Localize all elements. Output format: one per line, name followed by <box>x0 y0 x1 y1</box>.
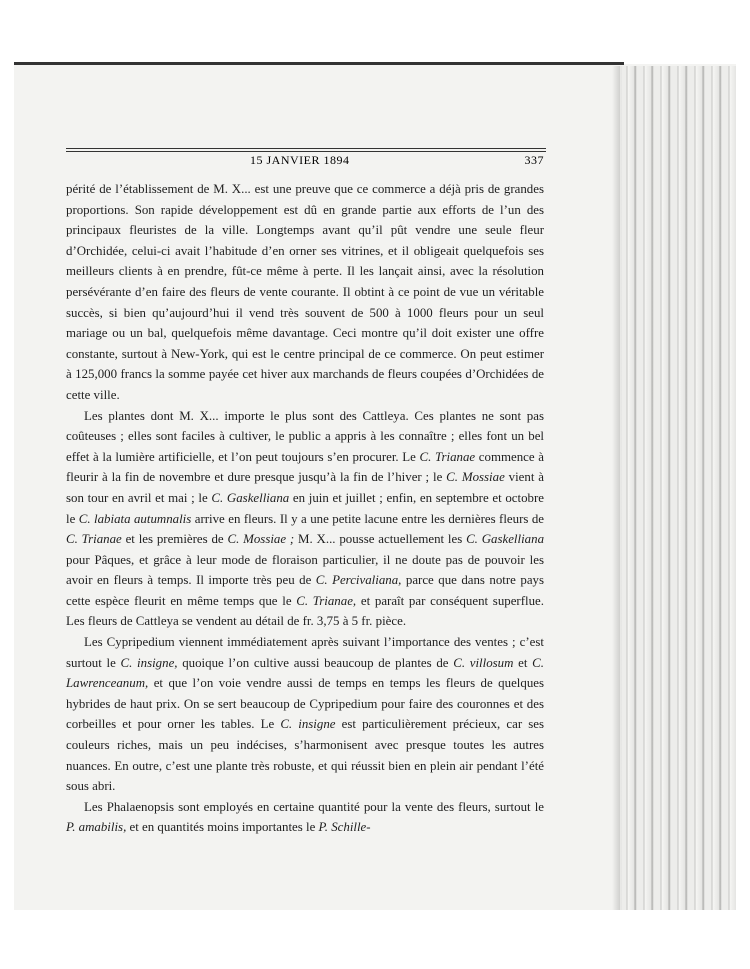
species-name: C. Trianae, <box>296 593 357 608</box>
body-text <box>66 179 544 838</box>
running-header <box>66 153 546 171</box>
text-run: vient à son tour en avril et mai ; le <box>66 470 544 505</box>
page-number: 337 <box>524 153 544 167</box>
text-run: quoique l’on cultive aussi beaucoup de plantes de <box>177 655 454 670</box>
text-run: et paraît par conséquent superflue. Les fleurs de Cattleya se vendent au détail de fr. 3,75 à 5 fr. pièce. <box>66 593 544 629</box>
species-name: C. Lawrenceanum, <box>66 655 544 691</box>
species-name: C. Percivaliana, <box>315 573 402 588</box>
species-name: C. Mossiae ; <box>227 532 295 547</box>
text-run: commence à fleurir à la fin de novembre et dure presque jusqu’à la fin de l’hiver ; le <box>66 449 544 485</box>
text-run: Les plantes dont M. X... importe le plus sont des Cattleya. Ces plantes ne sont pas coûteuses ; elles sont faciles à cultiver, le public a appris à les connaître ; elles font un bel effet à la lumière artificielle, et l’on peut toujours s’en procurer. Le <box>66 408 544 464</box>
species-name: C. insigne <box>280 717 336 732</box>
species-name: P. Schille- <box>318 820 371 835</box>
text-run: pour Pâques, et grâce à leur mode de floraison particulier, il ne doute pas de pouvoir les avoir en fleurs à temps. Il importe très peu de <box>66 552 544 588</box>
text-run: et les premières de <box>121 532 228 547</box>
text-run: M. X... pousse actuellement les <box>294 532 467 547</box>
species-name: C. Gaskelliana <box>466 532 545 547</box>
header-rule <box>66 148 546 149</box>
text-run: est particulièrement précieux, car ses couleurs riches, mais un peu indécises, s’harmonisent avec presque toutes les autres nuances. En outre, c’est une plante très robuste, et qui réussit bien en plein air pendant l’été sous abri. <box>66 717 544 794</box>
text-run: parce que dans notre pays cette espèce fleurit en même temps que le <box>66 573 545 608</box>
header-rule-second <box>66 151 546 152</box>
species-name: C. insigne, <box>120 655 178 670</box>
species-name: C. Gaskelliana <box>211 490 290 505</box>
text-run: en juin et juillet ; enfin, en septembre et octobre le <box>66 490 544 526</box>
paragraph-2 <box>66 406 544 633</box>
paragraph-4 <box>66 797 544 838</box>
book-page-edges <box>620 66 736 910</box>
paragraph-1 <box>66 179 544 406</box>
text-run: et que l’on voie vendre aussi de temps en temps les fleurs de quelques hybrides de haut prix. On se sert beaucoup de Cypripedium pour faire des couronnes et des corbeilles et pour orner les tables. Le <box>66 676 544 732</box>
species-name: C. Mossiae <box>446 470 505 485</box>
text-run: périté de l’établissement de M. X... est une preuve que ce commerce a déjà pris de grandes proportions. Son rapide développement est dû en grande partie aux efforts de l’un des principaux fleuristes de la ville. Longtemps avant qu’il pût vendre une seule fleur d’Orchidée, celui-ci avait l’habitude d’en orner ses vitrines, et il obligeait quelquefois ses meilleurs clients à en prendre, fût-ce même à perte. Il les lançait ainsi, avec la résolution persévérante d’en faire des fleurs de vente courante. Il obtint à ce point de vue un véritable succès, si bien qu’aujourd’hui il vend très souvent de 500 à 1000 fleurs pour un seul mariage ou un bal, quelquefois même davantage. Ceci montre qu’il doit exister une offre constante, surtout à New-York, qui est le centre principal de ce commerce. On peut estimer à 125,000 francs la somme payée cet hiver aux marchands de fleurs coupées d’Orchidées de cette ville. <box>66 182 544 402</box>
text-run: Les Cypripedium viennent immédiatement après suivant l’importance des ventes ; c’est surtout le <box>66 635 544 670</box>
text-run: et <box>513 655 533 670</box>
text-run: Les Phalaenopsis sont employés en certaine quantité pour la vente des fleurs, surtout le <box>84 799 544 814</box>
header-date: 15 JANVIER 1894 <box>250 153 350 167</box>
species-name: P. amabilis, <box>66 820 127 835</box>
species-name: C. Trianae <box>66 532 122 547</box>
species-name: C. Trianae <box>419 449 476 464</box>
paragraph-3 <box>66 632 544 797</box>
scan-top-edge <box>14 62 624 65</box>
text-run: et en quantités moins importantes le <box>126 820 319 835</box>
species-name: C. labiata autumnalis <box>78 511 192 526</box>
species-name: C. villosum <box>453 655 514 670</box>
text-run: arrive en fleurs. Il y a une petite lacune entre les dernières fleurs de <box>191 511 545 526</box>
